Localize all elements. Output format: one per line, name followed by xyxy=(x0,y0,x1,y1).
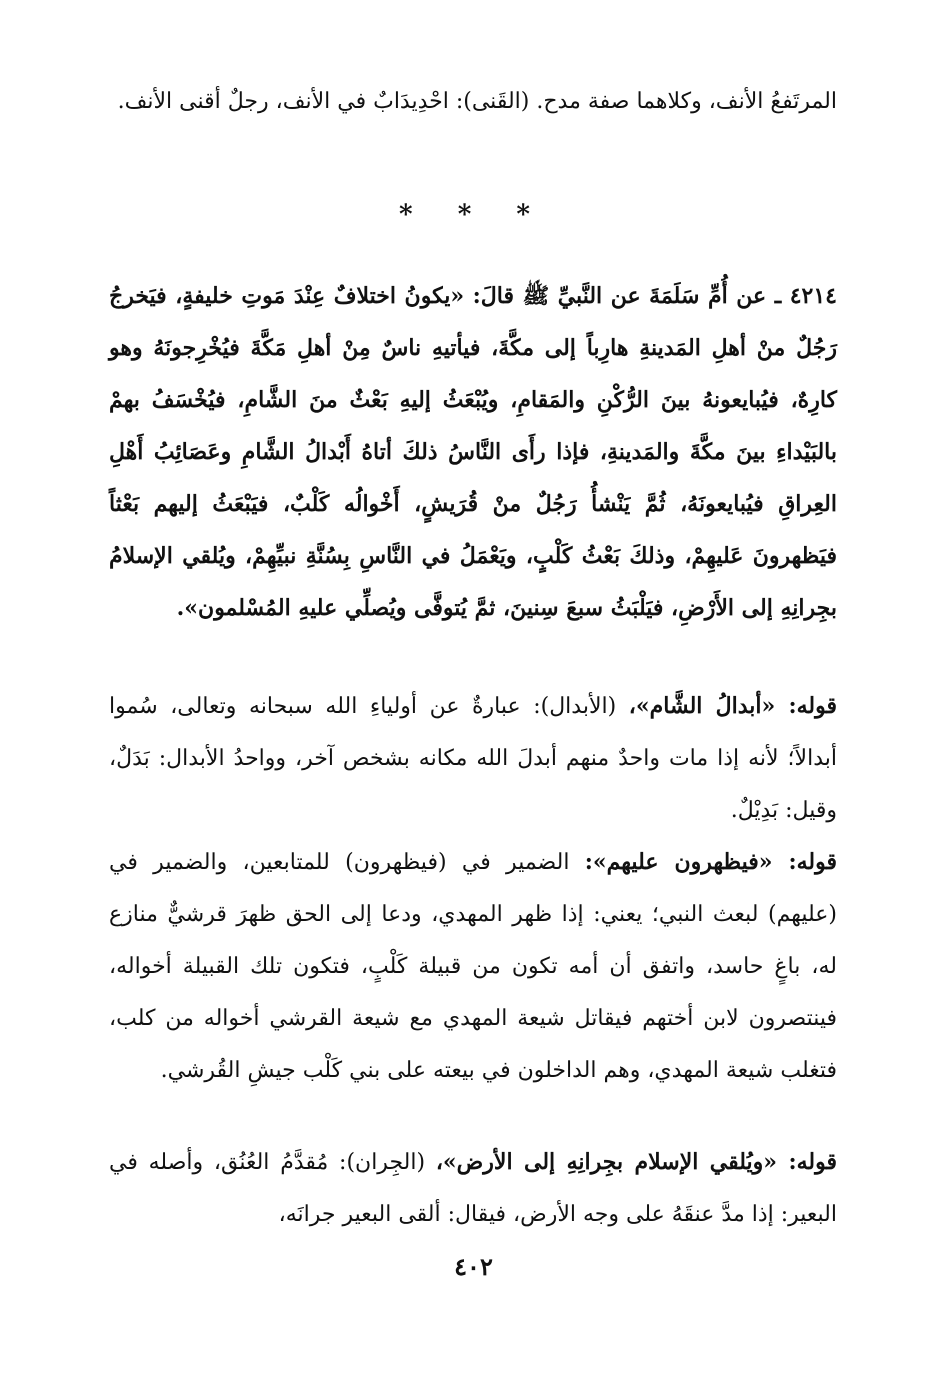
hadith-4214: ٤٢١٤ ـ عن أُمِّ سَلَمَةَ عن النَّبيِّ ﷺ قالَ: «يكونُ اختلافٌ عِنْدَ مَوتِ خليفةٍ، فيَخرجُ رَجُلٌ منْ أهلِ المَدينةِ هارِباً إلى مكَّةَ، فيأتيهِ ناسٌ مِنْ أهلِ مَكَّةَ فيُخْرِجونَهُ وهو كارِهٌ، فيُبايعونهُ بينَ الرُّكْنِ والمَقامِ، ويُبْعَثُ إليهِ بَعْثٌ منَ الشَّامِ، فيُخْسَفُ بهمْ بالبَيْداءِ بينَ مكَّةَ والمَدينةِ، فإذا رأَى النَّاسُ ذلكَ أتاهُ أَبْدالُ الشَّامِ وعَصَائِبُ أَهْلِ العِراقِ فيُبايعونَهُ، ثُمَّ يَنْشأُ رَجُلٌ منْ قُرَيشٍ، أَخْوالُه كَلْبٌ، فيَبْعَثُ إليهم بَعْثاً فيَظهرونَ عَليهِمْ، وذلكَ بَعْثُ كَلْبٍ، ويَعْمَلُ في النَّاسِ بِسُنَّةِ نبيِّهِمْ، ويُلقي الإسلامُ بجِرانِهِ إلى الأَرْضِ، فيَلْبَثُ سبعَ سِنينَ، ثمَّ يُتوفَّى ويُصلِّي عليهِ المُسْلمون». xyxy=(109,283,837,621)
commentary-text: (الأبدال): عبارةٌ عن أولياءِ الله سبحانه وتعالى، سُموا أبدالاً؛ لأنه إذا مات واحدٌ منهم أبدلَ الله مكانه بشخص آخر، وواحدُ الأبدال: بَدَلٌ، وقيل: بَدِيْلٌ. xyxy=(109,694,837,823)
footnote-continuation: المرتَفعُ الأنف، وكلاهما صفة مدح. (القَنى): احْدِيدَابٌ في الأنف، رجلٌ أقنى الأنف. xyxy=(117,89,837,114)
page-number: ٤٠٢ xyxy=(454,1252,493,1281)
commentary-abdal xyxy=(109,680,837,837)
commentary-lead: قوله: «ويُلقي الإسلام بجِرانِهِ إلى الأرض»، xyxy=(435,1149,837,1175)
commentary-lead: قوله: «فيظهرون عليهم»: xyxy=(584,849,837,875)
commentary-jiran xyxy=(109,1136,837,1241)
commentary-yazharun xyxy=(109,836,837,1097)
commentary-lead: قوله: «أبدالُ الشَّام»، xyxy=(628,693,837,719)
commentary-text: الضمير في (فيظهرون) للمتابعين، والضمير في (عليهم) لبعث النبي؛ يعني: إذا ظهر المهدي، ودعا إلى الحق ظهرَ قرشيٌّ منازع له، باغٍ حاسد، واتفق أن أمه تكون من قبيلة كَلْبٍ، فتكون تلك القبيلة أخواله، فينتصرون لابن أختهم فيقاتل شيعة المهدي مع شيعة القرشي أخواله من كلب، فتغلب شيعة المهدي، وهم الداخلون في بيعته على بني كَلْب جيشِ القُرشي. xyxy=(109,850,837,1083)
commentary-text: (الجِران): مُقدَّمُ العُنُق، وأصله في البعير: إذا مدَّ عنقَهُ على وجه الأرض، فيقال: ألقى البعير جرانَه، xyxy=(109,1150,837,1227)
section-separator: * * * xyxy=(399,200,548,230)
